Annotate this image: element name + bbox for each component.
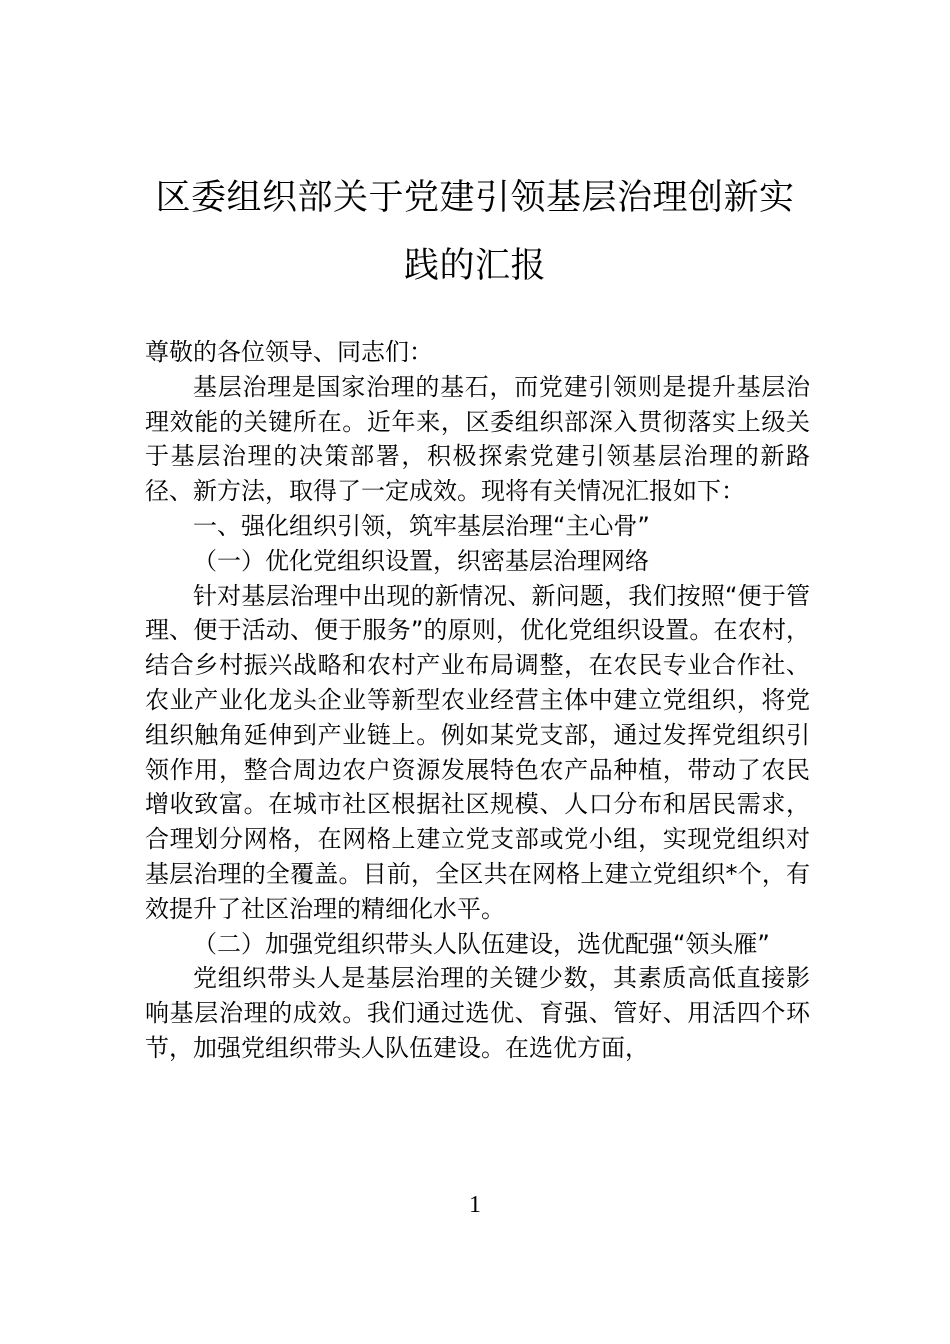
paragraph-subsection-1: 针对基层治理中出现的新情况、新问题，我们按照“便于管理、便于活动、便于服务”的原则，优化党组织设置。在农村，结合乡村振兴战略和农村产业布局调整，在农民专业合作社、农业产业化龙头企业等新型农业经营主体中建立党组织，将党组织触角延伸到产业链上。例如某党支部，通过发挥党组织引领作用，整合周边农户资源发展特色农产品种植，带动了农民增收致富。在城市社区根据社区规模、人口分布和居民需求，合理划分网格，在网格上建立党支部或党小组，实现党组织对基层治理的全覆盖。目前，全区共在网格上建立党组织*个，有效提升了社区治理的精细化水平。: [145, 581, 810, 923]
subsection-heading-2: （二）加强党组织带头人队伍建设，选优配强“领头雁”: [193, 929, 770, 958]
document-title-line-1: 区委组织部关于党建引领基层治理创新实: [155, 178, 795, 218]
document-title-line-2: 践的汇报: [403, 246, 546, 286]
paragraph-intro: 基层治理是国家治理的基石，而党建引领则是提升基层治理效能的关键所在。近年来，区委组织部深入贯彻落实上级关于基层治理的决策部署，积极探索党建引领基层治理的新路径、新方法，取得了一定成效。现将有关情况汇报如下：: [145, 372, 810, 506]
paragraph-subsection-2: 党组织带头人是基层治理的关键少数，其素质高低直接影响基层治理的成效。我们通过选优、育强、管好、用活四个环节，加强党组织带头人队伍建设。在选优方面，: [145, 964, 810, 1062]
salutation: 尊敬的各位领导、同志们：: [145, 338, 433, 366]
subsection-heading-1: （一）优化党组织设置，织密基层治理网络: [193, 546, 649, 575]
page-number: 1: [469, 1192, 481, 1218]
document-body: [145, 335, 810, 1066]
section-heading-1: 一、强化组织引领，筑牢基层治理“主心骨”: [193, 511, 650, 540]
